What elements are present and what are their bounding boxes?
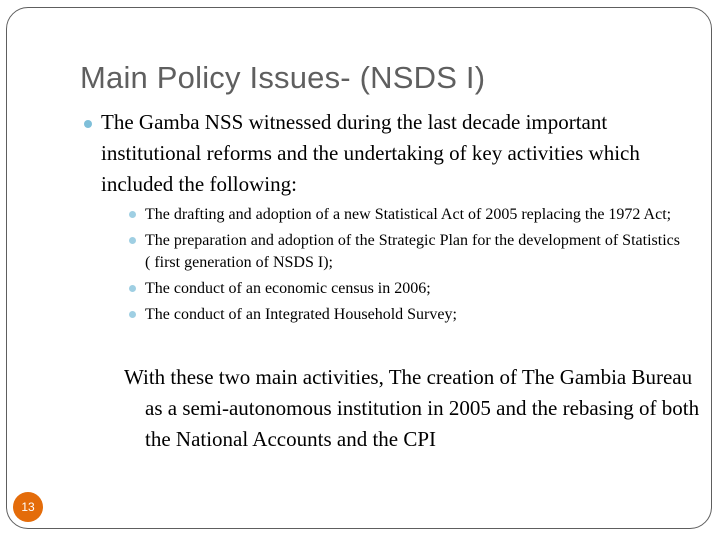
- sub-bullet-item: [128, 204, 688, 226]
- page-number-badge: 13: [13, 492, 43, 522]
- sub-bullet-list: [128, 204, 688, 330]
- sub-bullet-item: [128, 278, 688, 300]
- bullet-dot-icon: [129, 285, 136, 292]
- summary-paragraph: With these two main activities, The creation of The Gambia Bureau as a semi-autonomous institution in 2005 and the rebasing of both the National Accounts and the CPI: [124, 365, 700, 451]
- bullet-dot-icon: [84, 120, 92, 128]
- sub-bullet-item: [128, 304, 688, 326]
- sub-bullet-item: [128, 230, 688, 274]
- sub-bullet-text: The conduct of an economic census in 2006;: [145, 280, 431, 297]
- sub-bullet-text: The conduct of an Integrated Household Survey;: [145, 306, 457, 323]
- slide-title: Main Policy Issues- (NSDS I): [80, 60, 486, 95]
- sub-bullet-text: The drafting and adoption of a new Statistical Act of 2005 replacing the 1972 Act;: [145, 206, 672, 223]
- bullet-dot-icon: [129, 237, 136, 244]
- main-bullet-text: The Gamba NSS witnessed during the last decade important institutional reforms and the undertaking of key activities which included the following:: [101, 110, 640, 196]
- sub-bullet-text: The preparation and adoption of the Strategic Plan for the development of Statistics ( first generation of NSDS I);: [145, 232, 680, 271]
- bullet-dot-icon: [129, 211, 136, 218]
- bullet-dot-icon: [129, 311, 136, 318]
